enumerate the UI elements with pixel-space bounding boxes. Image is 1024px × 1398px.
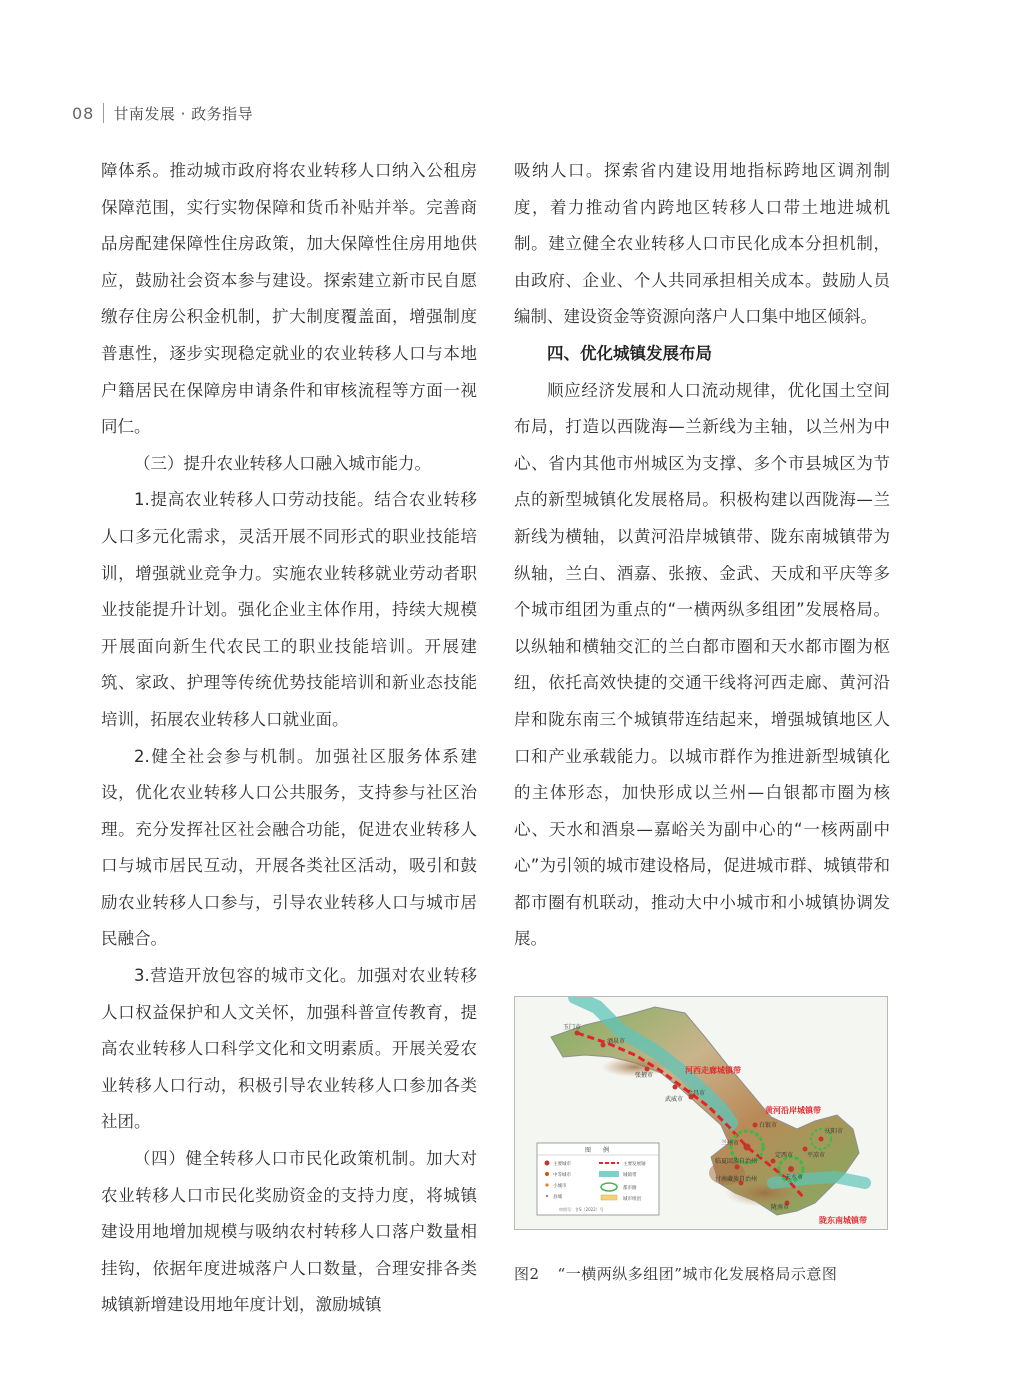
svg-text:县城: 县城 [553,1195,562,1200]
label-jiuquan: 酒泉市 [607,1038,626,1045]
page-header [72,101,253,125]
label-dingxi: 定西市 [775,1152,794,1159]
svg-text:主要发展轴: 主要发展轴 [623,1162,646,1167]
label-jinchang: 金昌市 [687,1090,706,1097]
paragraph: （四）健全转移人口市民化政策机制。加大对农业转移人口市民化奖励资金的支持力度，将城镇建设用地增加规模与吸纳农村转移人口落户数量相挂钩，依据年度进城落户人口数量，合理安排各类城镇新增建设用地年度计划，激励城镇 [101,1149,477,1315]
label-wuwei: 武威市 [665,1096,684,1103]
figure-label: 图2 [514,1265,540,1283]
paragraph: 吸纳人口。探索省内建设用地指标跨地区调剂制度，着力推动省内跨地区转移人口带土地进城机制。建立健全农业转移人口市民化成本分担机制，由政府、企业、个人共同承担相关成本。鼓励人员编制、建设资金等资源向落户人口集中地区倾斜。 [514,161,890,327]
label-zhangye: 张掖市 [635,1072,654,1079]
label-yellow-river-corridor: 黄河沿岸城镇带 [765,1106,821,1115]
label-gannan: 甘南藏族自治州 [715,1176,758,1183]
journal-title: 甘南发展 · 政务指导 [113,104,254,123]
paragraph: 顺应经济发展和人口流动规律，优化国土空间布局，打造以西陇海—兰新线为主轴，以兰州为中心、省内其他市州城区为支撑、多个市县城区为节点的新型城镇化发展格局。积极构建以西陇海—兰新线为横轴，以黄河沿岸城镇带、陇东南城镇带为纵轴，兰白、酒嘉、张掖、金武、天成和平庆等多个城市组团为重点的“一横两纵多组团”发展格局。以纵轴和横轴交汇的兰白都市圈和天水都市圈为枢纽，依托高效快捷的交通干线将河西走廊、黄河沿岸和陇东南三个城镇带连结起来，增强城镇地区人口和产业承载能力。以城市群作为推进新型城镇化的主体形态，加快形成以兰州—白银都市圈为核心、天水和酒泉—嘉峪关为副中心的“一核两副中心”为引领的城市建设格局，促进城市群、城镇带和都市圈有机联动，推动大中小城市和小城镇协调发展。 [514,380,890,949]
label-longdongnan-corridor: 陇东南城镇带 [819,1216,867,1225]
header-divider [103,103,104,123]
gansu-map [515,997,887,1229]
section-heading: 四、优化城镇发展布局 [547,343,712,363]
label-hexi-corridor: 河西走廊城镇带 [685,1066,741,1075]
paragraph: 2.健全社会参与机制。加强社区服务体系建设，优化农业转移人口公共服务，支持参与社区治理。充分发挥社区社会融合功能，促进农业转移人口与城市居民互动，开展各类社区活动，吸引和鼓励农业转移人口参与，引导农业转移人口与城市居民融合。 [101,746,477,949]
right-column [514,153,890,958]
paragraph: 障体系。推动城市政府将农业转移人口纳入公租房保障范围，实行实物保障和货币补贴并举。完善商品房配建保障性住房政策，加大保障性住房用地供应，鼓励社会资本参与建设。探索建立新市民自愿缴存住房公积金机制，扩大制度覆盖面，增强制度普惠性，逐步实现稳定就业的农业转移人口与本地户籍居民在保障房申请条件和审核流程等方面一视同仁。 [101,161,477,437]
svg-text:中等城市: 中等城市 [553,1173,571,1178]
svg-text:都市圈: 都市圈 [623,1186,637,1191]
paragraph: 1.提高农业转移人口劳动技能。结合农业转移人口多元化需求，灵活开展不同形式的职业技能培训，增强就业竞争力。实施农业转移就业劳动者职业技能提升计划。强化企业主体作用，持续大规模开展面向新生代农民工的职业技能培训。开展建筑、家政、护理等传统优势技能培训和新业态技能培训，拓展农业转移人口就业面。 [101,490,477,729]
paragraph: 3.营造开放包容的城市文化。加强对农业转移人口权益保护和人文关怀，加强科普宣传教育，提高农业转移人口科学文化和文明素质。开展关爱农业转移人口行动，积极引导农业转移人口参加各类社团。 [101,966,477,1132]
svg-text:城镇带: 城镇带 [623,1173,637,1178]
label-yumen: 玉门市 [563,1024,582,1031]
page-number: 08 [72,103,95,123]
svg-text:主要城市: 主要城市 [553,1162,571,1167]
map-source-note: 审图号：甘S（2022）号 [559,1207,604,1212]
legend-title: 图 例 [585,1147,610,1154]
label-longnan: 陇南市 [771,1204,790,1211]
figure-caption [514,1263,890,1284]
label-pingliang: 平凉市 [807,1152,826,1159]
label-qingyang: 庆阳市 [825,1128,844,1135]
label-linxia: 临夏回族自治州 [715,1158,758,1165]
subsection-heading: （三）提升农业转移人口融入城市能力。 [134,453,431,473]
label-tianshui: 天水市 [785,1174,804,1181]
map-figure [514,996,888,1230]
svg-text:城市组团: 城市组团 [623,1197,641,1202]
label-lanzhou: 兰州市 [721,1140,740,1147]
label-baiyin: 白银市 [759,1122,778,1129]
svg-text:小城市: 小城市 [553,1184,567,1189]
map-legend [537,1143,659,1215]
figure-title: “一横两纵多组团”城市化发展格局示意图 [557,1265,838,1283]
left-column [101,153,477,1324]
